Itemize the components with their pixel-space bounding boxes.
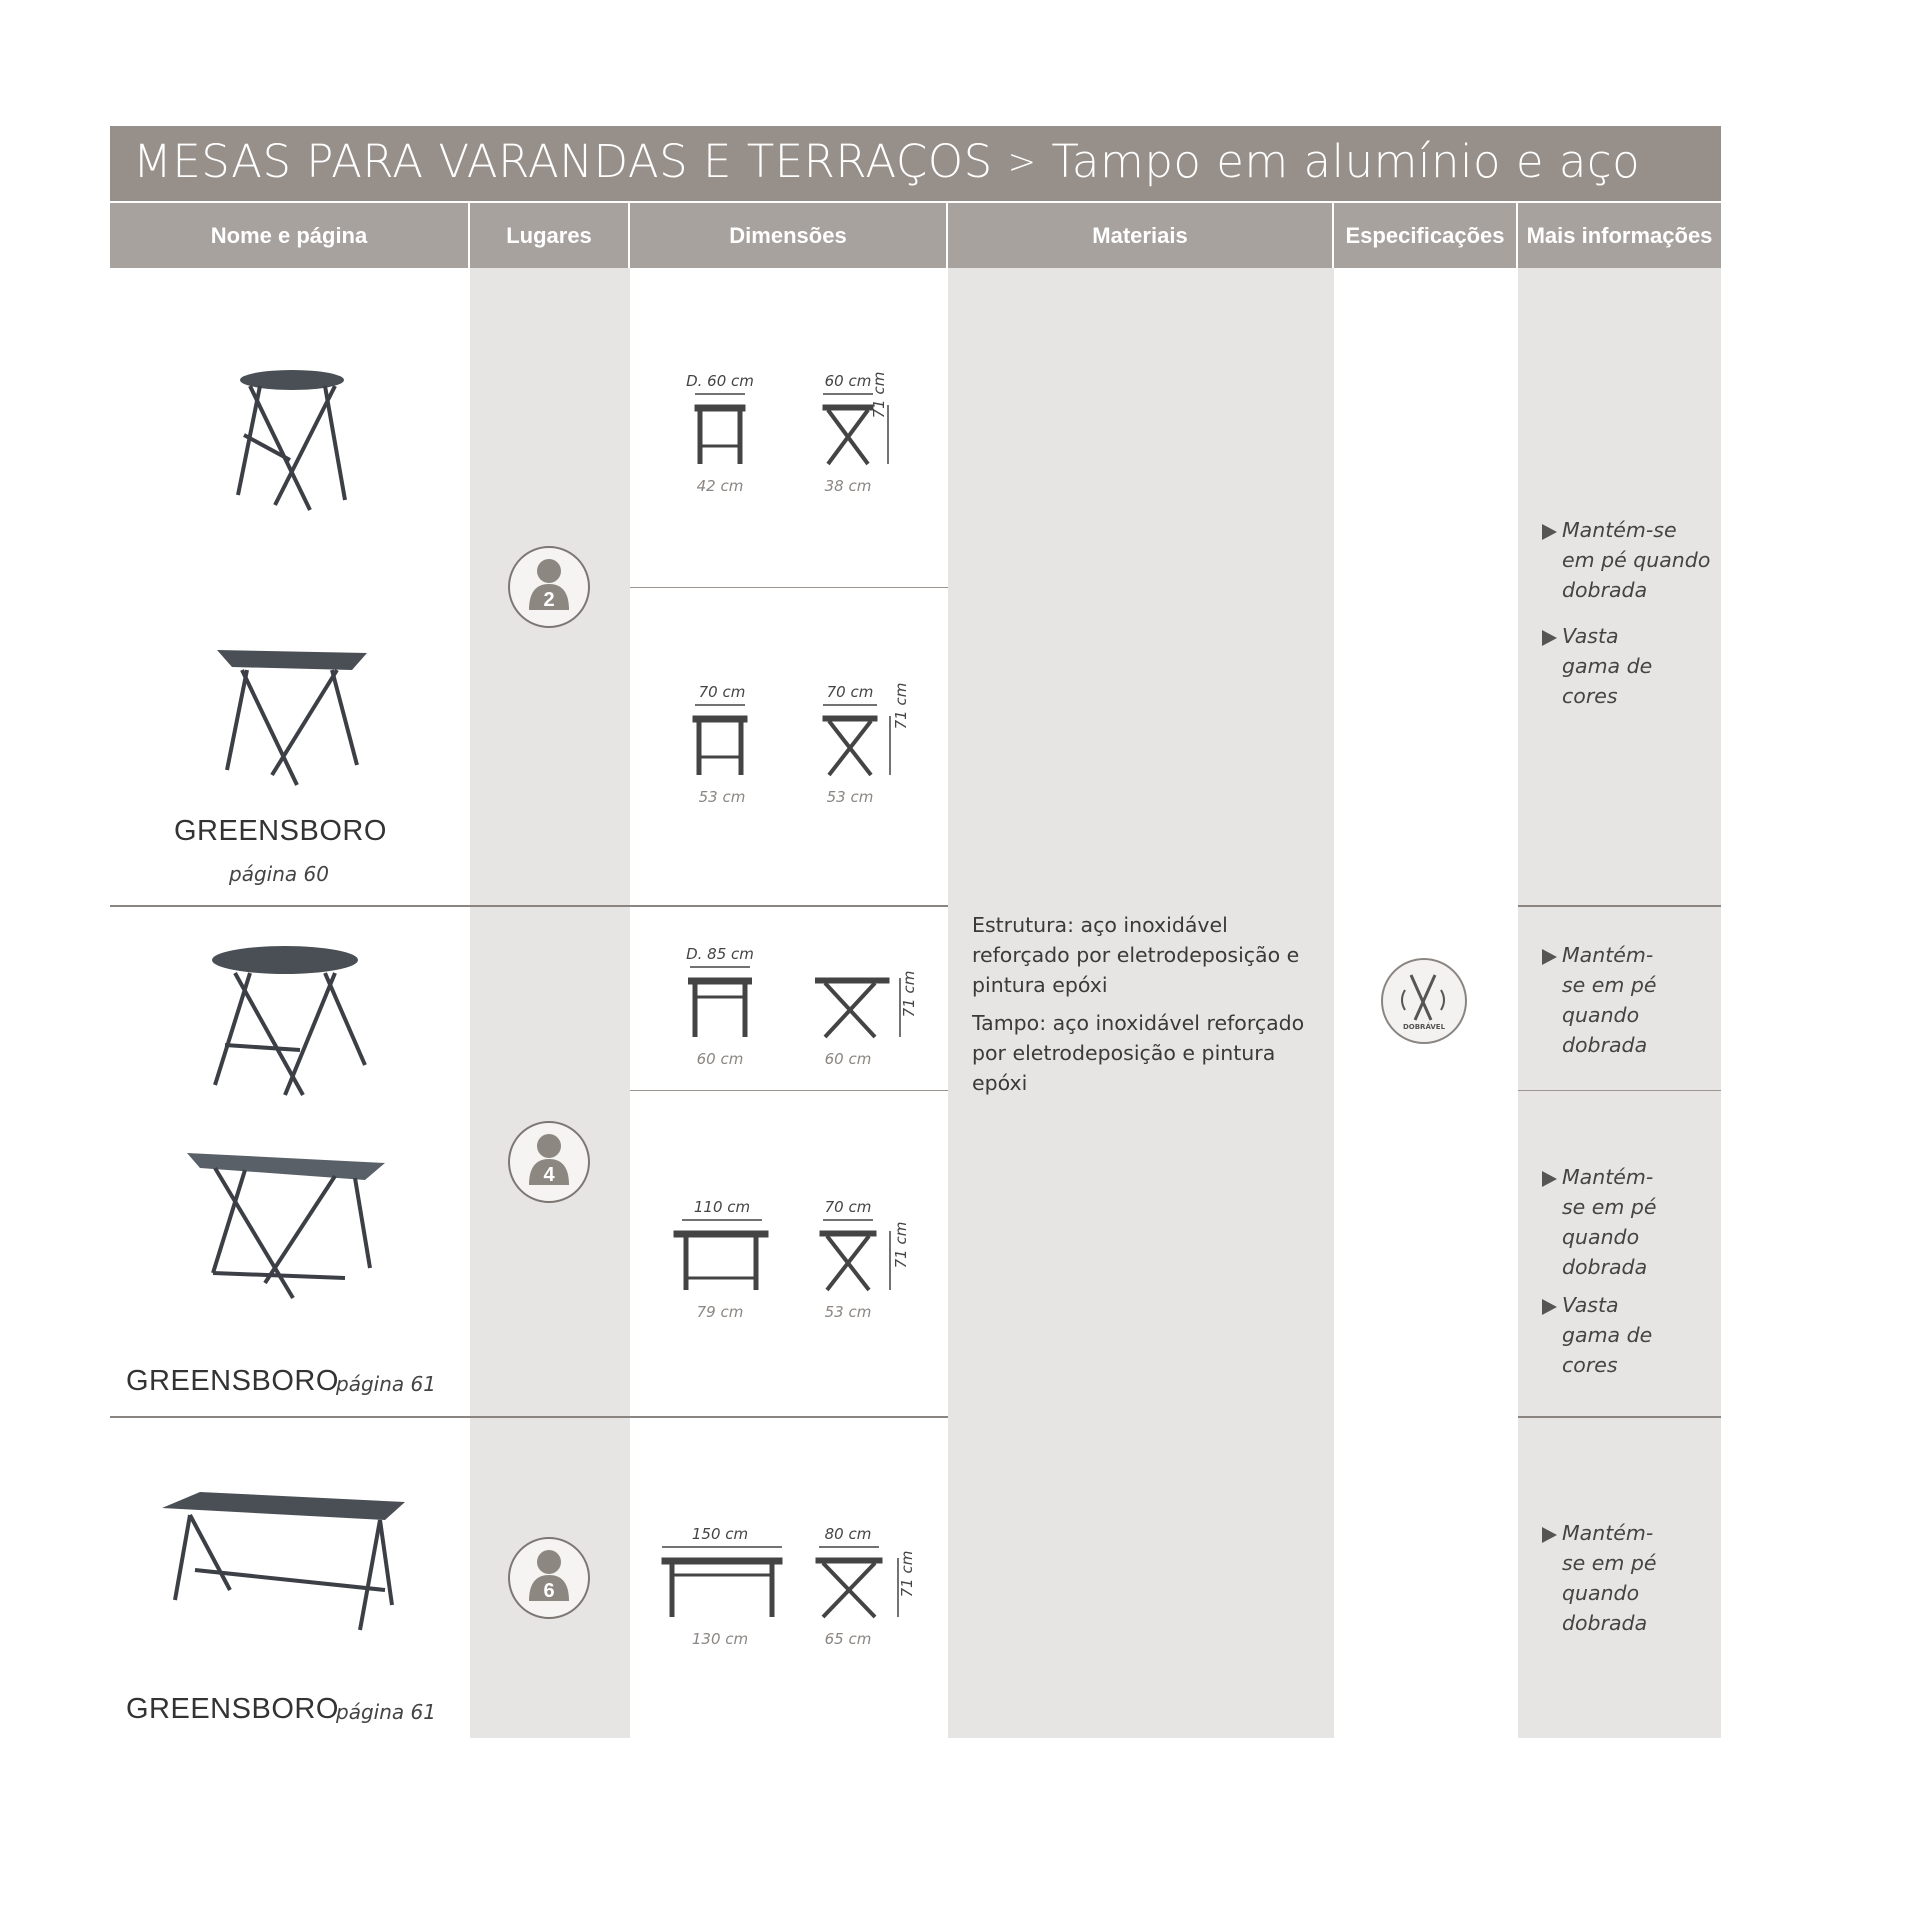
- foldable-badge: [1381, 958, 1467, 1044]
- materials-structure: Estrutura: aço inoxidável reforçado por eletrodeposição e pintura epóxi: [972, 913, 1300, 997]
- front-view-diagram: [688, 965, 752, 1045]
- dim-bottom-label: 53 cm: [826, 788, 874, 806]
- dim-bottom-label: 38 cm: [824, 477, 872, 495]
- bullet-arrow-icon: [1542, 630, 1557, 646]
- col-header-materials: Materiais: [948, 203, 1332, 268]
- info-item: Mantém-se em pé quando dobrada: [1542, 940, 1657, 1060]
- materials-column-bg: [948, 268, 1334, 1738]
- dim-side-label: 70 cm: [826, 683, 874, 701]
- dim-top-label: 70 cm: [698, 683, 746, 701]
- dim-height-label: 71 cm: [892, 682, 910, 730]
- product-name: GREENSBORO: [126, 1693, 339, 1725]
- col-header-specs: Especificações: [1334, 203, 1516, 268]
- title-bar: [110, 126, 1721, 201]
- dim-side-label: 80 cm: [824, 1525, 872, 1543]
- front-view-diagram: [672, 1218, 772, 1298]
- dim-side-label: 60 cm: [824, 372, 872, 390]
- bullet-arrow-icon: [1542, 1171, 1557, 1187]
- seats-count: 2: [543, 589, 555, 611]
- product-page: página 61: [336, 1700, 436, 1724]
- info-item: Vasta gama de cores: [1542, 621, 1682, 711]
- product-page: página 60: [229, 862, 329, 886]
- dim-bottom-label: 130 cm: [691, 1630, 749, 1648]
- rect-table-150-image: [160, 1490, 410, 1635]
- round-table-85-image: [205, 945, 375, 1100]
- round-table-image: [230, 360, 360, 520]
- info-item: Vasta gama de cores: [1542, 1290, 1682, 1380]
- info-item: Mantém-se em pé quando dobrada: [1542, 515, 1712, 605]
- col-header-dimensions: Dimensões: [630, 203, 946, 268]
- dim-height-label: 71 cm: [900, 970, 918, 1018]
- rect-table-110-image: [185, 1148, 390, 1303]
- foldable-label: DOBRÁVEL: [1402, 1023, 1446, 1031]
- row-divider: [110, 905, 948, 907]
- dim-bottom-label: 65 cm: [824, 1630, 872, 1648]
- sub-row-divider: [630, 1090, 948, 1091]
- bullet-arrow-icon: [1542, 1299, 1557, 1315]
- title-sub: Tampo em alumínio e aço: [1051, 135, 1641, 188]
- seats-count: 4: [543, 1164, 555, 1186]
- sub-row-divider: [1518, 1090, 1721, 1091]
- dim-bottom-label: 53 cm: [698, 788, 746, 806]
- product-name: GREENSBORO: [126, 1365, 339, 1397]
- sub-row-divider: [630, 587, 948, 588]
- bullet-arrow-icon: [1542, 524, 1557, 540]
- dim-side-label: 70 cm: [824, 1198, 872, 1216]
- square-table-image: [212, 645, 372, 790]
- col-header-info: Mais informações: [1518, 203, 1721, 268]
- dim-top-label: D. 60 cm: [686, 372, 754, 390]
- bullet-arrow-icon: [1542, 949, 1557, 965]
- product-page: página 61: [336, 1372, 436, 1396]
- seats-badge: [508, 1121, 590, 1203]
- person-icon: [510, 548, 588, 626]
- seats-badge: [508, 546, 590, 628]
- materials-top: Tampo: aço inoxidável reforçado por eletrodeposição e pintura epóxi: [972, 1011, 1305, 1095]
- col-header-seats: Lugares: [470, 203, 628, 268]
- dim-top-label: D. 85 cm: [686, 945, 754, 963]
- dim-bottom-label: 42 cm: [696, 477, 744, 495]
- page-title: [133, 135, 1640, 188]
- seats-badge: [508, 1537, 590, 1619]
- row-divider: [1518, 1416, 1721, 1418]
- dim-top-label: 110 cm: [693, 1198, 751, 1216]
- dim-bottom-label: 60 cm: [824, 1050, 872, 1068]
- col-header-name: Nome e página: [110, 203, 468, 268]
- dim-bottom-label: 79 cm: [696, 1303, 744, 1321]
- bullet-arrow-icon: [1542, 1527, 1557, 1543]
- dim-height-label: 71 cm: [892, 1221, 910, 1269]
- person-icon: [510, 1539, 588, 1617]
- title-separator: >: [1007, 142, 1037, 182]
- title-main: MESAS PARA VARANDAS E TERRAÇOS: [133, 135, 993, 188]
- front-view-diagram: [690, 703, 750, 783]
- front-view-diagram: [690, 392, 750, 472]
- dim-height-label: 71 cm: [870, 371, 888, 419]
- dim-top-label: 150 cm: [691, 1525, 749, 1543]
- side-view-diagram: [818, 392, 908, 472]
- product-name: GREENSBORO: [174, 815, 387, 847]
- info-item: Mantém-se em pé quando dobrada: [1542, 1162, 1657, 1282]
- info-item: Mantém-se em pé quando dobrada: [1542, 1518, 1657, 1638]
- dim-height-label: 71 cm: [898, 1550, 916, 1598]
- row-divider: [1518, 905, 1721, 907]
- seats-count: 6: [543, 1580, 555, 1602]
- seats-column-bg: [470, 268, 630, 1738]
- dim-bottom-label: 53 cm: [824, 1303, 872, 1321]
- dim-bottom-label: 60 cm: [696, 1050, 744, 1068]
- row-divider: [110, 1416, 948, 1418]
- front-view-diagram: [660, 1545, 784, 1625]
- person-icon: [510, 1123, 588, 1201]
